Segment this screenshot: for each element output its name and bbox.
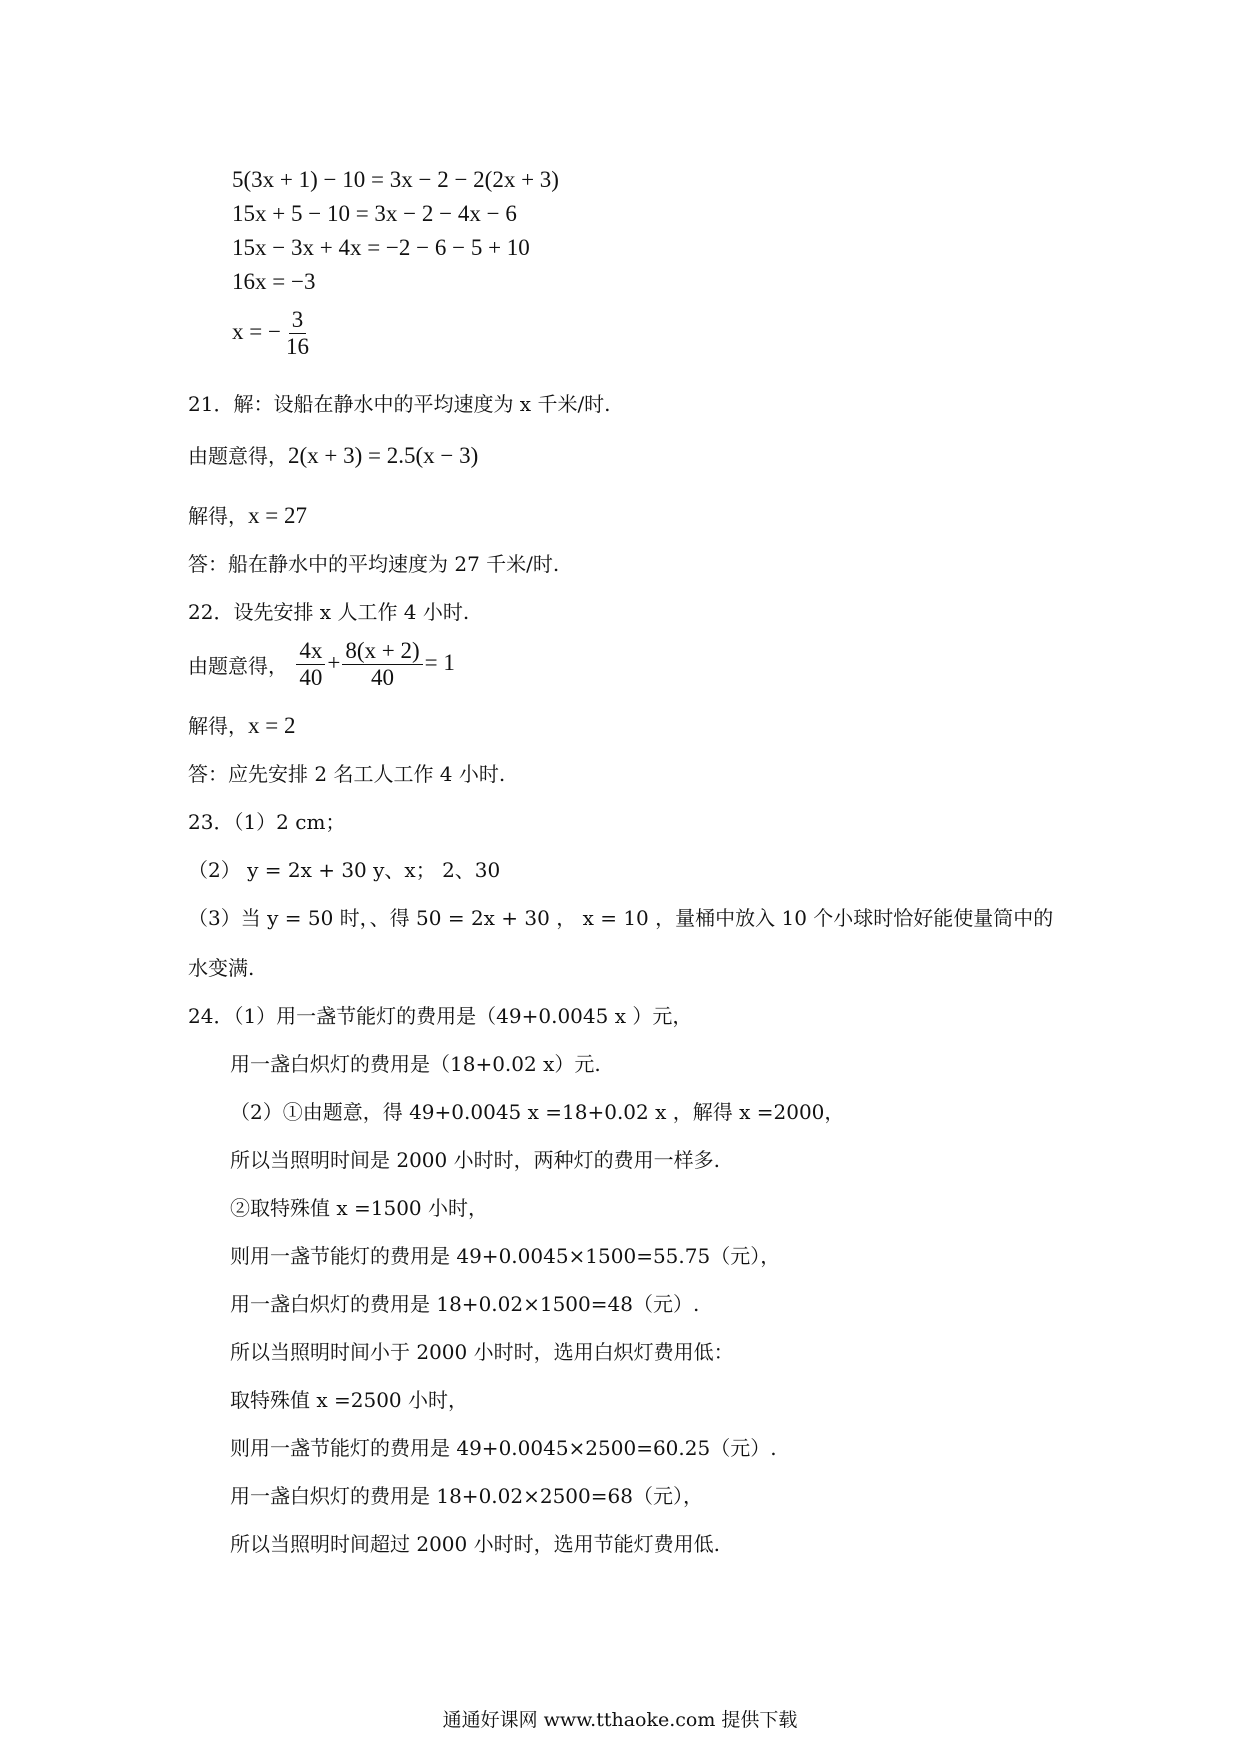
fraction-denominator: 16 <box>285 334 309 359</box>
q22-line-1: 22．设先安排 x 人工作 4 小时. <box>188 600 470 624</box>
fraction-denominator: 40 <box>299 665 323 690</box>
q24-line: 取特殊值 x =2500 小时， <box>230 1388 469 1412</box>
q21-line-1: 21．解：设船在静水中的平均速度为 x 千米/时. <box>188 392 611 416</box>
q21-line-3 <box>188 502 307 530</box>
plus-sign: + <box>327 649 341 675</box>
fraction <box>283 307 312 360</box>
equals-one: = 1 <box>424 649 455 675</box>
q21-equation: 2(x + 3) = 2.5(x − 3) <box>288 443 479 468</box>
q23-line-2: （2） y = 2x + 30 y、x； 2、30 <box>188 858 501 882</box>
equation-line: 16x = −3 <box>232 269 316 294</box>
q22-solution: x = 2 <box>248 713 296 738</box>
equation-final <box>232 307 314 360</box>
q24-line: 24．（1）用一盏节能灯的费用是（49+0.0045 x ）元， <box>188 1004 693 1028</box>
equation-line: 15x + 5 − 10 = 3x − 2 − 4x − 6 <box>232 201 517 226</box>
fraction-numerator: 3 <box>289 307 307 334</box>
q24-line: （2）①由题意，得 49+0.0045 x =18+0.02 x ，解得 x =2000， <box>230 1100 845 1124</box>
q24-line: 用一盏白炽灯的费用是 18+0.02×1500=48（元）. <box>230 1292 700 1316</box>
q24-line: 则用一盏节能灯的费用是 49+0.0045×2500=60.25（元）. <box>230 1436 777 1460</box>
equation-line: 5(3x + 1) − 10 = 3x − 2 − 2(2x + 3) <box>232 167 559 192</box>
q24-line: 用一盏白炽灯的费用是 18+0.02×2500=68（元）， <box>230 1484 703 1508</box>
q23-line-3: （3）当 y = 50 时，、得 50 = 2x + 30 ， x = 10 ，量桶中放入 10 个小球时恰好能使量筒中的 <box>188 906 1054 930</box>
fraction <box>296 638 325 691</box>
fraction <box>342 638 422 691</box>
q24-line: 所以当照明时间小于 2000 小时时，选用白炽灯费用低： <box>230 1340 734 1364</box>
q21-solution: x = 27 <box>248 503 307 528</box>
q22-line-2 <box>188 638 455 691</box>
q22-answer: 答：应先安排 2 名工人工作 4 小时. <box>188 762 506 786</box>
q21-answer: 答：船在静水中的平均速度为 27 千米/时. <box>188 552 560 576</box>
q22-label: 由题意得， <box>188 654 288 678</box>
q22-label: 解得， <box>188 714 248 738</box>
q23-line-4: 水变满. <box>188 956 255 980</box>
fraction-numerator: 8(x + 2) <box>342 638 422 665</box>
q22-line-3 <box>188 712 295 740</box>
q21-label: 由题意得， <box>188 444 288 468</box>
q22-equation <box>294 638 455 690</box>
page-footer: 通通好课网 www.tthaoke.com 提供下载 <box>442 1709 798 1731</box>
q24-line: 所以当照明时间超过 2000 小时时，选用节能灯费用低. <box>230 1532 720 1556</box>
q24-line: 则用一盏节能灯的费用是 49+0.0045×1500=55.75（元）， <box>230 1244 781 1268</box>
q21-label: 解得， <box>188 504 248 528</box>
q24-line: 用一盏白炽灯的费用是（18+0.02 x）元. <box>230 1052 601 1076</box>
fraction-denominator: 40 <box>370 665 394 690</box>
fraction-numerator: 4x <box>296 638 325 665</box>
equation-line: 15x − 3x + 4x = −2 − 6 − 5 + 10 <box>232 235 530 260</box>
q23-line-1: 23．（1）2 cm； <box>188 810 346 834</box>
q24-line: 所以当照明时间是 2000 小时时，两种灯的费用一样多. <box>230 1148 720 1172</box>
q21-line-2 <box>188 442 478 470</box>
q24-line: ②取特殊值 x =1500 小时， <box>230 1196 489 1220</box>
equation-final-lhs: x = − <box>232 318 281 344</box>
